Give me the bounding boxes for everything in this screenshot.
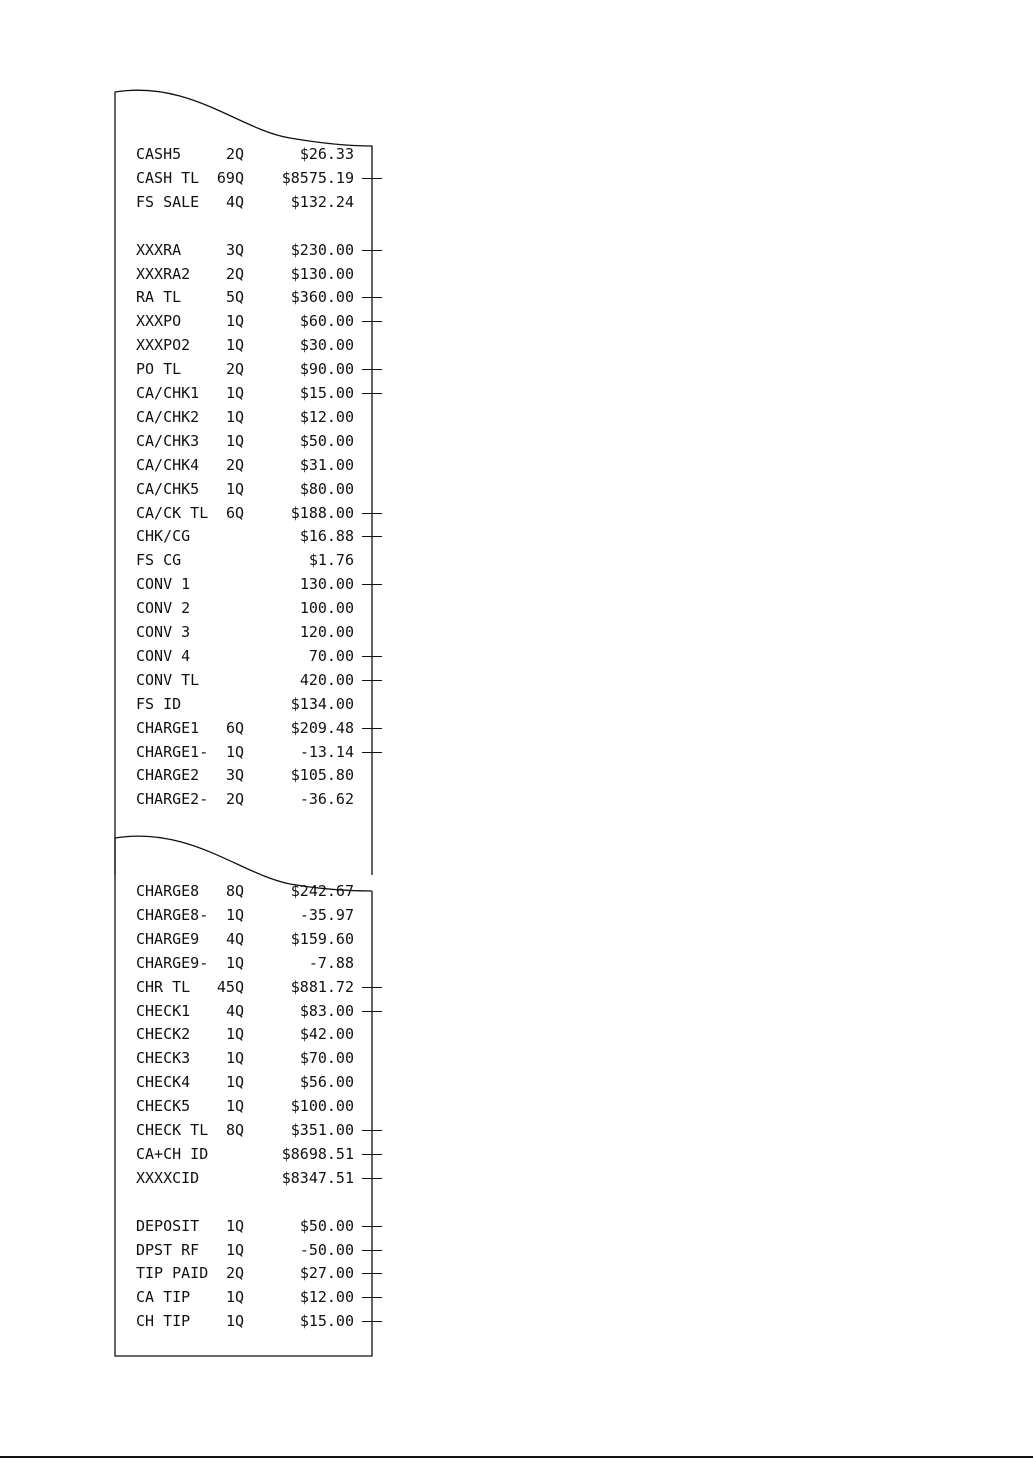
row-label: CHARGE1-: [136, 742, 209, 761]
row-amount: -13.14: [299, 742, 354, 761]
row-amount: $8575.19: [281, 168, 354, 187]
row-amount: 100.00: [299, 599, 354, 618]
row-amount: $80.00: [299, 479, 354, 498]
receipt-row: [0, 382, 400, 404]
receipt-row: [0, 310, 400, 332]
row-label: FS CG: [136, 551, 182, 570]
receipt-row: [0, 1047, 400, 1069]
row-amount: $83.00: [299, 1001, 354, 1020]
row-quantity: 3Q: [225, 240, 244, 259]
row-label: RA TL: [136, 288, 182, 307]
callout-tick: [362, 752, 382, 753]
row-amount: $230.00: [290, 240, 354, 259]
row-amount: $8347.51: [281, 1168, 354, 1187]
row-label: CHARGE2-: [136, 790, 209, 809]
row-quantity: 1Q: [225, 953, 244, 972]
row-label: CONV 4: [136, 646, 191, 665]
callout-tick: [362, 536, 382, 537]
row-quantity: 4Q: [225, 1001, 244, 1020]
row-amount: 70.00: [308, 646, 354, 665]
row-quantity: 45Q: [216, 977, 244, 996]
row-quantity: 1Q: [225, 407, 244, 426]
row-amount: $105.80: [290, 766, 354, 785]
callout-tick: [362, 393, 382, 394]
row-quantity: 4Q: [225, 192, 244, 211]
row-label: CA/CHK1: [136, 384, 200, 402]
row-quantity: 1Q: [225, 479, 244, 498]
row-quantity: 1Q: [225, 1049, 244, 1068]
row-amount: $8698.51: [281, 1144, 354, 1163]
row-label: XXXPO: [136, 312, 182, 331]
row-label: XXXXCID: [136, 1168, 200, 1187]
receipt-row: [0, 1215, 400, 1237]
callout-tick: [362, 656, 382, 657]
row-amount: $360.00: [290, 288, 354, 307]
row-amount: $1.76: [308, 551, 354, 570]
row-label: CA/CHK2: [136, 407, 200, 426]
row-label: CONV 1: [136, 575, 191, 594]
callout-tick: [362, 1130, 382, 1131]
row-label: CONV 3: [136, 623, 191, 641]
row-label: CA/CHK4: [136, 455, 200, 474]
row-quantity: 1Q: [225, 1216, 244, 1235]
receipt-row: [0, 286, 400, 308]
row-quantity: 6Q: [225, 503, 244, 522]
receipt-row: [0, 788, 400, 810]
callout-tick: [362, 728, 382, 729]
row-label: DPST RF: [136, 1240, 200, 1259]
row-label: CHECK1: [136, 1001, 191, 1020]
callout-tick: [362, 1297, 382, 1298]
row-quantity: 6Q: [225, 718, 244, 737]
receipt-row: [0, 334, 400, 356]
receipt-row: [0, 215, 400, 237]
row-label: CHECK TL: [136, 1121, 209, 1139]
row-label: FS SALE: [136, 192, 200, 211]
row-label: CHECK5: [136, 1097, 191, 1116]
row-label: CA TIP: [136, 1288, 191, 1307]
row-label: CHARGE9-: [136, 953, 209, 972]
row-quantity: 8Q: [225, 882, 244, 900]
row-amount: $27.00: [299, 1264, 354, 1283]
row-amount: $26.33: [299, 145, 354, 163]
callout-tick: [362, 987, 382, 988]
receipt-row: [0, 430, 400, 452]
row-label: CHARGE9: [136, 929, 200, 948]
row-quantity: 1Q: [225, 1073, 244, 1092]
row-quantity: 1Q: [225, 1097, 244, 1116]
row-amount: $132.24: [290, 192, 354, 211]
receipt-row: [0, 1095, 400, 1117]
receipt-row: [0, 597, 400, 619]
receipt-row: [0, 717, 400, 739]
row-label: CA/CHK3: [136, 431, 200, 450]
row-amount: -50.00: [299, 1240, 354, 1259]
row-quantity: 1Q: [225, 905, 244, 924]
row-label: XXXRA: [136, 240, 182, 259]
receipt-row: [0, 1071, 400, 1093]
callout-tick: [362, 178, 382, 179]
row-quantity: 8Q: [225, 1121, 244, 1139]
row-label: CA/CK TL: [136, 503, 209, 522]
row-quantity: 1Q: [225, 1312, 244, 1331]
receipt-row: [0, 976, 400, 998]
row-quantity: 69Q: [216, 168, 244, 187]
row-label: CASH TL: [136, 168, 200, 187]
receipt-row: [0, 693, 400, 715]
row-amount: $70.00: [299, 1049, 354, 1068]
receipt-row: [0, 502, 400, 524]
callout-tick: [362, 321, 382, 322]
receipt-row: [0, 1023, 400, 1045]
callout-tick: [362, 1226, 382, 1227]
row-label: CHECK4: [136, 1073, 191, 1092]
row-amount: $881.72: [290, 977, 354, 996]
receipt-row: [0, 741, 400, 763]
row-quantity: 3Q: [225, 766, 244, 785]
row-quantity: 1Q: [225, 336, 244, 355]
row-amount: $42.00: [299, 1025, 354, 1044]
row-quantity: 1Q: [225, 1025, 244, 1044]
row-label: DEPOSIT: [136, 1216, 200, 1235]
row-amount: 130.00: [299, 575, 354, 594]
row-amount: $16.88: [299, 527, 354, 546]
row-label: XXXPO2: [136, 336, 191, 355]
row-amount: $159.60: [290, 929, 354, 948]
receipt-row: [0, 1262, 400, 1284]
receipt-row: [0, 1286, 400, 1308]
row-amount: -36.62: [299, 790, 354, 809]
row-amount: $56.00: [299, 1073, 354, 1092]
callout-tick: [362, 250, 382, 251]
callout-tick: [362, 1178, 382, 1179]
row-quantity: 1Q: [225, 312, 244, 331]
row-quantity: 5Q: [225, 288, 244, 307]
row-amount: $134.00: [290, 694, 354, 713]
callout-tick: [362, 584, 382, 585]
row-label: XXXRA2: [136, 264, 191, 283]
row-label: CHECK3: [136, 1049, 191, 1068]
receipt-row: [0, 478, 400, 500]
receipt-row: [0, 669, 400, 691]
receipt-row: [0, 764, 400, 786]
row-label: CHR TL: [136, 977, 191, 996]
callout-tick: [362, 369, 382, 370]
row-label: CHARGE2: [136, 766, 200, 785]
row-quantity: 1Q: [225, 742, 244, 761]
receipt-row: [0, 573, 400, 595]
receipt-row: [0, 263, 400, 285]
receipt-row: [0, 1191, 400, 1213]
receipt-row: [0, 454, 400, 476]
row-quantity: 1Q: [225, 384, 244, 402]
row-label: CA+CH ID: [136, 1144, 209, 1163]
row-amount: $50.00: [299, 431, 354, 450]
callout-tick: [362, 1273, 382, 1274]
receipt-row: [0, 358, 400, 380]
row-label: CA/CHK5: [136, 479, 200, 498]
row-label: CONV 2: [136, 599, 191, 618]
row-quantity: 2Q: [225, 1264, 244, 1283]
receipt-row: [0, 952, 400, 974]
row-amount: $351.00: [290, 1121, 354, 1139]
row-label: CHARGE8-: [136, 905, 209, 924]
receipt-row: [0, 1143, 400, 1165]
callout-tick: [362, 1250, 382, 1251]
row-amount: $100.00: [290, 1097, 354, 1116]
receipt-row: [0, 1167, 400, 1189]
row-label: CHK/CG: [136, 527, 191, 546]
row-amount: $15.00: [299, 1312, 354, 1331]
row-label: FS ID: [136, 694, 182, 713]
receipt-row: [0, 1000, 400, 1022]
row-quantity: 1Q: [225, 1288, 244, 1307]
receipt-row: [0, 406, 400, 428]
row-label: CH TIP: [136, 1312, 191, 1331]
receipt-row: [0, 1239, 400, 1261]
row-amount: -7.88: [308, 953, 354, 972]
callout-tick: [362, 680, 382, 681]
row-amount: -35.97: [299, 905, 354, 924]
row-label: CHARGE1: [136, 718, 200, 737]
row-amount: $12.00: [299, 1288, 354, 1307]
receipt-row: [0, 880, 400, 902]
row-amount: $31.00: [299, 455, 354, 474]
row-quantity: 2Q: [225, 360, 244, 379]
row-amount: $242.67: [290, 882, 354, 900]
callout-tick: [362, 1321, 382, 1322]
callout-tick: [362, 297, 382, 298]
callout-tick: [362, 1011, 382, 1012]
row-label: PO TL: [136, 360, 182, 379]
row-amount: $90.00: [299, 360, 354, 379]
row-amount: $209.48: [290, 718, 354, 737]
receipt-row: [0, 167, 400, 189]
receipt-row: [0, 549, 400, 571]
row-amount: 420.00: [299, 670, 354, 689]
row-amount: $30.00: [299, 336, 354, 355]
receipt-row: [0, 191, 400, 213]
row-quantity: 1Q: [225, 431, 244, 450]
row-amount: $12.00: [299, 407, 354, 426]
receipt-row: [0, 904, 400, 926]
receipt-row: [0, 645, 400, 667]
row-quantity: 2Q: [225, 455, 244, 474]
receipt-row: [0, 1119, 400, 1141]
row-label: CONV TL: [136, 670, 200, 689]
row-amount: $50.00: [299, 1216, 354, 1235]
row-quantity: 4Q: [225, 929, 244, 948]
callout-tick: [362, 513, 382, 514]
callout-tick: [362, 1154, 382, 1155]
receipt-row: [0, 621, 400, 643]
row-amount: $130.00: [290, 264, 354, 283]
row-label: TIP PAID: [136, 1264, 209, 1283]
row-quantity: 2Q: [225, 264, 244, 283]
receipt-row: [0, 525, 400, 547]
row-quantity: 2Q: [225, 145, 244, 163]
row-quantity: 1Q: [225, 1240, 244, 1259]
row-amount: $60.00: [299, 312, 354, 331]
page-bottom-rule: [0, 1456, 1033, 1458]
row-amount: $15.00: [299, 384, 354, 402]
row-amount: 120.00: [299, 623, 354, 641]
receipt-row: [0, 239, 400, 261]
receipt-row: [0, 1310, 400, 1332]
receipt-row: [0, 928, 400, 950]
row-label: CHECK2: [136, 1025, 191, 1044]
receipt-row: [0, 143, 400, 165]
row-label: CASH5: [136, 145, 182, 163]
row-label: CHARGE8: [136, 882, 200, 900]
row-amount: $188.00: [290, 503, 354, 522]
row-quantity: 2Q: [225, 790, 244, 809]
